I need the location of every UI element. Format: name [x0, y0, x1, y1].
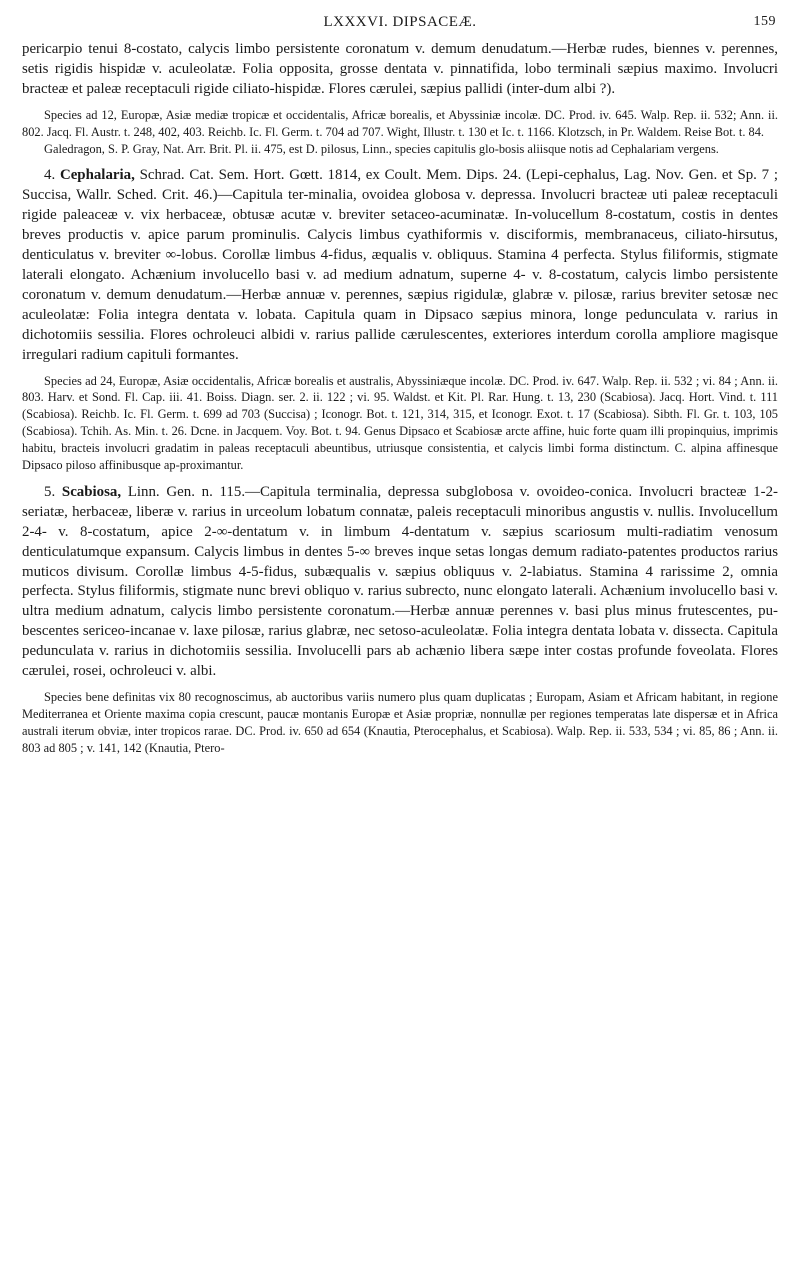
genus-name: Scabiosa,: [61, 483, 122, 500]
genus-name: Cephalaria,: [59, 167, 135, 184]
genus-entry-cephalaria: [22, 166, 778, 365]
references-scabiosa: [22, 689, 778, 757]
references-text: Species ad 24, Europæ, Asiæ occidentalis, Africæ borealis et australis, Abyssiniæque incolæ. DC. Prod. iv. 647. Walp. Rep. ii. 532 ; vi. 84 ; Ann. ii. 803. Harv. et Sond. Fl. Cap. iii. 41. Boiss. Diagn. ser. 2. ii. 122 ; vi. 95. Waldst. et Kit. Pl. Rar. Hung. t. 13, 230 (Scabiosa). Jacq. Hort. Vind. t. 111 (Scabiosa). Reichb. Ic. Fl. Germ. t. 699 ad 703 (Succisa) ; Iconogr. Bot. t. 121, 314, 315, et Iconogr. Exot. t. 17 (Scabiosa). Sibth. Fl. Gr. t. 103, 105 (Scabiosa). Tchih. As. Min. t. 26. Dcne. in Jacquem. Voy. Bot. t. 94. Genus Dipsaco et Scabiosæ arcte affine, huic forte quam illi propinquius, imprimis habitu, bracteis involucri gradatim in paleas receptaculi abeuntibus, utriusque consistentia, et calycis limbi forma distinctum. C. alpina affinesque Dipsaco piloso affinibusque ap-proximantur.: [22, 373, 778, 473]
running-head: [22, 14, 778, 40]
references-note-galedragon: Galedragon, S. P. Gray, Nat. Arr. Brit. Pl. ii. 475, est D. pilosus, Linn., species capitulis glo-bosis aliisque notis ad Cephalariam vergens.: [44, 141, 719, 156]
genus-description: Schrad. Cat. Sem. Hort. Gœtt. 1814, ex Coult. Mem. Dips. 24. (Lepi-cephalus, Lag. Nov. Gen. et Sp. 7 ; Succisa, Wallr. Sched. Crit. 46.)—Capitula ter-minalia, ovoidea globosa v. depressa. Involucri bracteæ uti paleæ receptaculi rigide paleaceæ v. vix herbaceæ, obtusæ acutæ v. breviter setaceo-acuminatæ. In-volucellum 8-costatum, costis in dentes breves productis v. apice parum prominulis. Calycis limbus cyathiformis v. disciformis, membranaceus, ciliato-hirsutus, denticulatus v. breviter ∞-lobus. Corollæ limbus 4-fidus, æqualis v. obliquus. Stamina 4 perfecta. Stylus filiformis, stigmate laterali elongato. Achænium involucello basi v. ad medium adnatum, superne 4- v. 8-costatum, calycis limbo persistente coronatum v. demum denudatum.—Herbæ annuæ v. perennes, sæpius rigidulæ, glabræ v. pilosæ, rarius breviter setosæ nec aculeolatæ: Folia integra dentata v. lobata. Capitula quam in Dipsaco sæpius minora, longe pedunculata v. rarius in dichotomiis sessilia. Flores ochroleuci albidi v. rarius pallide cærulescentes, exteriores interdum corolla ampliore magisque irregulari radium capituli formantes.: [22, 167, 778, 363]
paragraph-text: pericarpio tenui 8-costato, calycis limbo persistente coronatum v. demum denudatum.—Herbæ rudes, biennes v. perennes, setis rigidis hispidæ v. aculeolatæ. Folia opposita, grosse dentata v. pinnatifida, lobo terminali sæpius maximo. Involucri bracteæ et paleæ receptaculi rigide ciliato-hispidæ. Flores cærulei, sæpius pallidi (inter-dum albi ?).: [22, 41, 778, 97]
genus-description: Linn. Gen. n. 115.—Capitula terminalia, depressa subglobosa v. ovoideo-conica. Involucri bracteæ 1-2-seriatæ, herbaceæ, liberæ v. rarius in urceolum lobatum connatæ, paleis receptaculi minoribus angustis v. nullis. Involucellum 2-4- v. 8-costatum, apice 2-∞-dentatum v. in limbum 4-dentatum v. sæpius scariosum multi-radiatim venosum denticulatumque expansum. Calycis limbus in dentes 5-∞ breves inque setas longas demum radiato-patentes productos rarius muticos divisum. Corollæ limbus 4-5-fidus, subæqualis v. sæpius obliquus v. 2-labiatus. Stamina 4 rarissime 2, omnia perfecta. Stylus filiformis, stigmate nunc brevi obliquo v. rarius subrecto, nunc elongato laterali. Achænium involucello basi v. ultra medium adnatum, calycis limbo persistente coronatum.—Herbæ annuæ perennes v. basi plus minus frutescentes, pu-bescentes sericeo-incanae v. laxe pilosæ, rarius glabræ, nec setoso-aculeolatæ. Folia integra dentata lobata v. dissecta. Capitula pedunculata v. rarius in dichotomiis sessilia. Involucelli pars ab achænio libera sæpe inter costas profunde foveolata. Flores cærulei, rosei, ochroleuci v. albi.: [22, 483, 778, 680]
references-text: Species ad 12, Europæ, Asiæ mediæ tropicæ et occidentalis, Africæ borealis, et Abyssiniæ incolæ. DC. Prod. iv. 645. Walp. Rep. ii. 532; Ann. ii. 802. Jacq. Fl. Austr. t. 248, 402, 403. Reichb. Ic. Fl. Germ. t. 704 ad 707. Wight, Illustr. t. 130 et Ic. t. 1166. Klotzsch, in Pr. Waldem. Reise Bot. t. 84.: [22, 107, 778, 139]
genus-number: 4.: [44, 167, 56, 184]
genus-entry-scabiosa: [22, 483, 778, 682]
references-text: Species bene definitas vix 80 recognoscimus, ab auctoribus variis numero plus quam duplicatas ; Europam, Asiam et Africam habitant, in regione Mediterranea et Oriente maxima copia crescunt, paucæ montanis Europæ et Asiæ propriæ, nonnullæ per regiones temperatas late dispersæ et in Africa australi iterum obviæ, inter tropicos rarae. DC. Prod. iv. 650 ad 654 (Knautia, Pterocephalus, et Scabiosa). Walp. Rep. ii. 533, 534 ; vi. 85, 86 ; Ann. ii. 803 ad 805 ; v. 141, 142 (Knautia, Ptero-: [22, 690, 778, 755]
page-number: 159: [753, 14, 776, 29]
running-head-title: LXXXVI. DIPSACEÆ.: [323, 14, 477, 30]
references-cephalaria: [22, 373, 778, 474]
references-dipsacus: [22, 107, 778, 158]
genus-number: 5.: [44, 483, 56, 500]
paragraph-dipsacus-continued: [22, 40, 778, 100]
